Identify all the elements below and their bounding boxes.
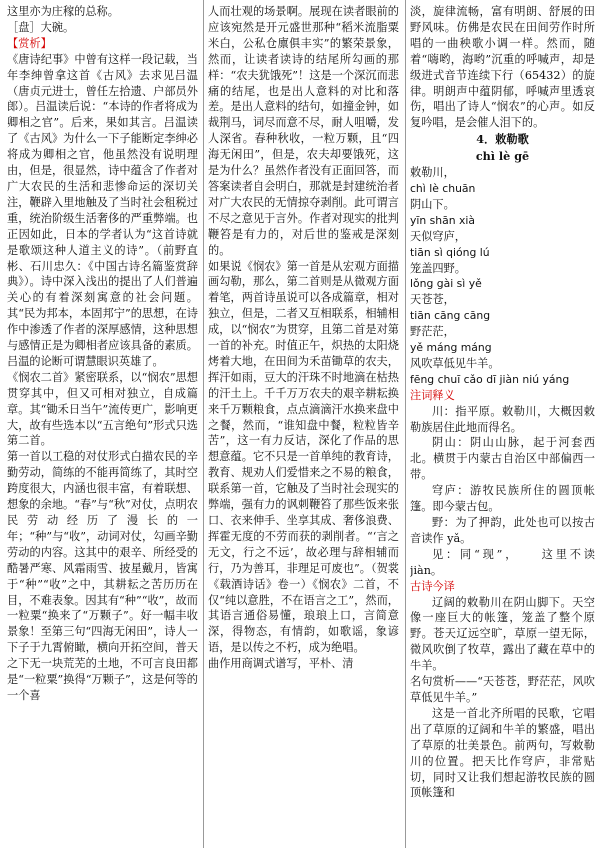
poem-pinyin-line: fēng chuī cǎo dī jiàn niú yáng <box>410 372 570 386</box>
poem-line: 风吹草低见牛羊。 <box>410 356 500 370</box>
poem-pinyin-line: yīn shān xià <box>410 213 476 227</box>
paragraph: 如果说《悯农》第一首是从宏观方面描画勾勒，那么，第二首则是从微观方面着笔，两首诗虽说可以各成篇章，相对独立，但是，二者又互相联系，相辅相成，以“悯农”为贯穿，且第二首是对第一首的补充。时值正午，炽热的太阳烧烤着大地，在田间为禾苗锄草的农夫，挥汗如雨，豆大的汗珠不时地滴在枯热的汗土上。千千万万农夫的艰辛耕耘换来千万颗粮食，点点滴滴汗水换来盘中之餐，然而，“谁知盘中餐，粒粒皆辛苦”，这一有力反诘，深化了作品的思想意蕴。它不只是一首单纯的教育诗，教育、规劝人们爱惜来之不易的粮食，联系第一首，它触及了当时社会现实的弊端，强有力的讽刺鞭笞了那些饭来张口、衣来伸手、坐享其成、奢侈浪费、挥霍无度的不劳而获的剥削者。“‘言之无文，行之不远’，故必理与辞相辅而行，乃为善耳，非理足可废也”。（贺裳《载酒诗话》卷一）《悯农》二首，不仅“纯以意胜，不在语言之工”，然而，其语言通俗易懂，琅琅上口，言简意深，得物态，有情韵，如歌谣，象谚语，是以传之不朽，成为绝唱。 <box>208 259 399 655</box>
section-label-shangxi: 【赏析】 <box>7 36 52 50</box>
poem-line: 阴山下。 <box>410 197 455 211</box>
paragraph: 《悯农二首》紧密联系，以“悯农”思想贯穿其中，但又可相对独立，自成篇章。其“锄禾日当午”流传更广，影响更大，故有些选本以“五言绝句”形式只选第二首。 <box>7 370 198 448</box>
poem-pinyin-line: chì lè chuān <box>410 181 476 195</box>
note-item: 川：指平原。敕勒川，大概因敕勒族居住此地而得名。 <box>410 404 595 434</box>
paragraph: 人而壮观的场景啊。展现在读者眼前的应该宛然是开元盛世那种“稻米流脂粟米白，公私仓廪俱丰实”的繁荣景象，然而，让读者读诗的结尾所勾画的那样：“农夫犹饿死”！这是一个深沉而悲痛的结尾，也是出人意料的对比和落差。是出人意料的结句，如撞金钟，如裁荆马，词尽而意不尽，耐人咀嚼，发人深省。春种秋收，一粒万颗，且“四海无闲田”，但是，农夫却要饿死，这是为什么？虽然作者没有正面回答，而答案读者自会明白，那就是封建统治者对广大农民的无情掠夺剥削。此可谓言不尽之意见于言外。作者对现实的批判鞭笞是有力的，对后世的鉴戒是深刻的。 <box>208 5 399 257</box>
poem-line: 天苍苍， <box>410 293 455 307</box>
column-divider-left <box>203 0 204 848</box>
poem-line: 笼盖四野。 <box>410 261 466 275</box>
section-label-translation: 古诗今译 <box>410 579 455 593</box>
poem-title: 4．敕勒歌 <box>476 132 529 147</box>
paragraph: 第一首以工稳的对仗形式白描农民的辛勤劳动，简练的不能再简练了，其时空跨度很大，内涵也很丰富，有着联想、想象的余地。“春”与“秋”对仗，点明农民劳动经历了漫长的一年；“种”与“收”，动词对仗，勾画辛勤劳动的内容。这其中的艰辛、所经受的酷暑严寒、风霜雨雪、披星戴月，皆寓于“种”“收”之中，其耕耘之苦历历在目，不难表象。因其有“种”“收”，故而一粒粟“换来了“万颗子”。好一幅丰收景象！至第三句“四海无闲田”，诗人一下子于九霄俯瞰，横向开拓空间，普天之下无一块荒芜的土地，不可言良田都是“一粒粟”换得“万颗子”，这是何等的一个喜 <box>7 450 198 702</box>
text-column-left <box>7 4 198 846</box>
poem-pinyin-line: tiān cāng cāng <box>410 309 491 323</box>
paragraph: 曲作用商调式谱写，平朴、清 <box>208 657 354 671</box>
paragraph: ［盘］大碗。 <box>7 20 75 34</box>
note-item: 见：同“现”， 这里不读 jiàn。 <box>410 547 595 577</box>
paragraph: 这是一首北齐所唱的民歌，它唱出了草原的辽阔和牛羊的繁盛，唱出了草原的壮美景色。前两句，写敕勒川的位置。把天比作穹庐，非常贴切，同时又让我们想起游牧民族的圆顶帐篷和 <box>410 706 595 800</box>
column-divider-right <box>405 0 406 848</box>
text-column-middle <box>208 4 399 846</box>
note-item: 阴山：阴山山脉，起于河套西北。横贯于内蒙古自治区中部偏西一带。 <box>410 436 595 482</box>
poem-pinyin-line: lǒng gài sì yě <box>410 277 482 291</box>
paragraph: 《唐诗纪事》中曾有这样一段记载，当年李绅曾拿这首《古风》去求见吕温（唐贞元进士，曾任左拾遗、户部员外郎）。吕温读后说：“本诗的作者将成为卿相之官”。后来，果如其言。吕温读了《古风》为什么一下子能断定李绅必将成为卿相之官，他虽然没有说明理由，但是，很显然，诗中蕴含了作者对广大农民的生活和悲惨命运的深切关注，鞭辟入里地触及了当时社会租税过重，统治阶级生活奢侈的严重弊端。也正因如此，日本的学者认为“这首诗就是歌颂这种人道主义的诗”。（前野直彬、石川忠久：《中国古诗名篇鉴赏辞典》）。诗中深入浅出的提出了人们普遍关心的有着深刻寓意的社会问题。其“民为邦本，本固邦宁”的思想，在诗作中渗透了作者的深厚感情，这种思想与感情正是为卿相者应该具备的素质。吕温的论断可谓慧眼识英雄了。 <box>7 52 198 368</box>
section-label-notes: 注词释义 <box>410 388 455 402</box>
poem-line: 天似穹庐， <box>410 229 466 243</box>
paragraph: 淡，旋律流畅，富有明朗、舒展的田野风味。仿佛是农民在田间劳作时所唱的一曲秧歌小调一样。然而，随着“嗨哟，海哟”沉重的呼喊声，却是级进式音节连续下行（65432）的旋律。明朗声中蕴阴郁，呼喊声里透哀伤，唱出了诗人“悯农”的心声。如反复吟唱，是会催人泪下的。 <box>410 5 595 130</box>
poem-pinyin-line: tiān sì qióng lú <box>410 245 490 259</box>
note-item: 野：为了押韵，此处也可以按古音读作 yǎ。 <box>410 516 595 545</box>
poem-line: 敕勒川， <box>410 166 455 180</box>
note-item: 穹庐：游牧民族所住的圆顶帐篷。即今蒙古包。 <box>410 484 595 514</box>
poem-title-pinyin: chì lè gē <box>475 149 530 164</box>
poem-line: 野茫茫， <box>410 325 455 339</box>
famous-line-paragraph: 名句赏析——“天苍苍，野茫茫，风吹草低见牛羊。” <box>410 675 595 704</box>
paragraph: 这里亦为庄稼的总称。 <box>7 5 119 18</box>
poem-lines <box>410 165 595 388</box>
text-column-right <box>410 4 595 846</box>
poem-pinyin-line: yě máng máng <box>410 341 492 355</box>
translation-paragraph: 辽阔的敕勒川在阴山脚下。天空像一座巨大的帐篷，笼盖了整个原野。苍天辽远空旷，草原一望无际，微风吹倒了牧草，露出了藏在草中的牛羊。 <box>410 595 595 673</box>
